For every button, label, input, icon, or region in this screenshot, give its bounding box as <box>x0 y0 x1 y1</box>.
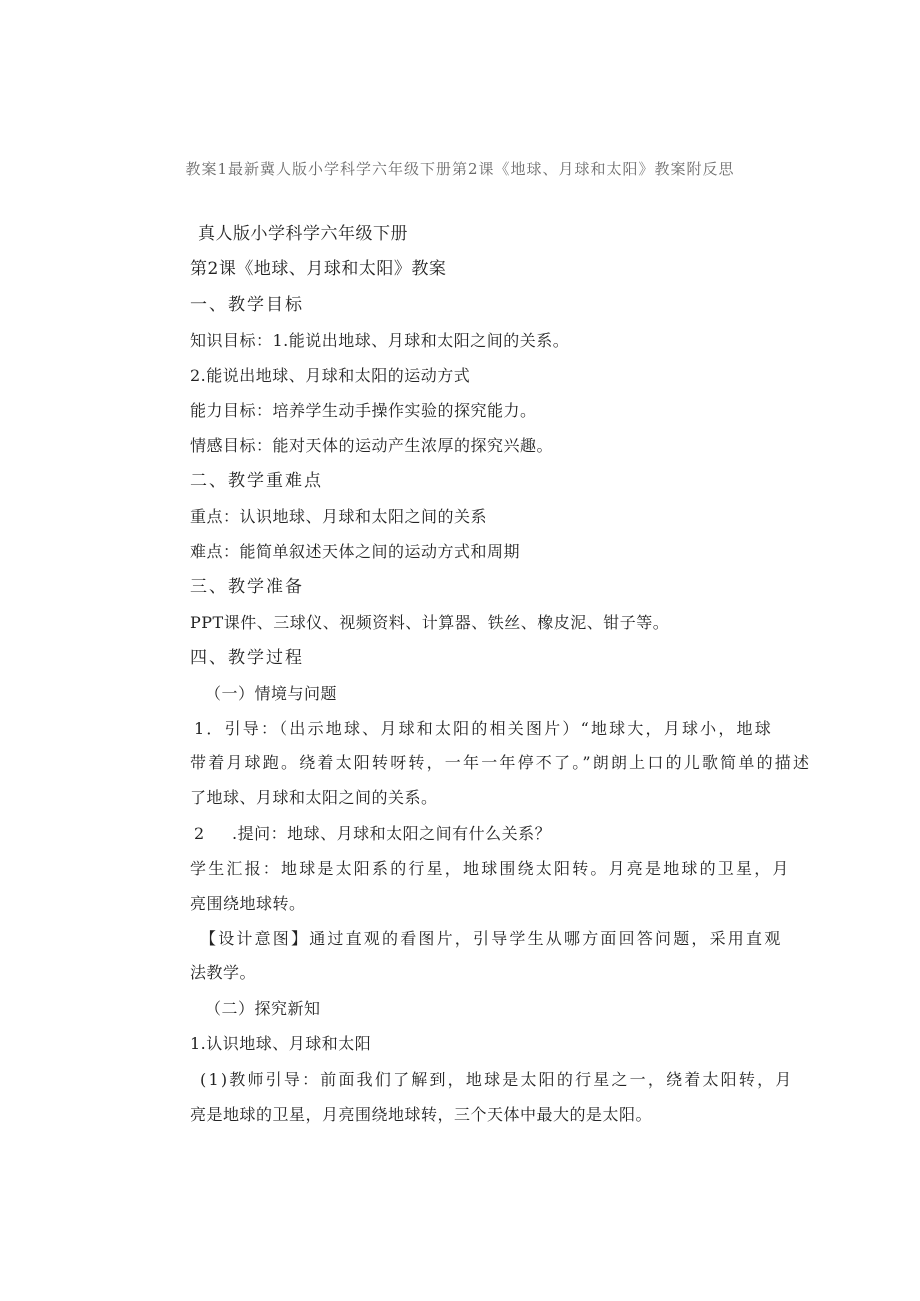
emotion-goal: 情感目标：能对天体的运动产生浓厚的探究兴趣。 <box>190 436 554 455</box>
key-point: 重点：认识地球、月球和太阳之间的关系 <box>190 507 488 526</box>
knowledge-goal-2: 2.能说出地球、月球和太阳的运动方式 <box>190 366 471 385</box>
document-title: 教案1最新冀人版小学科学六年级下册第2课《地球、月球和太阳》教案附反思 <box>185 160 735 178</box>
section-heading-objectives: 一、教学目标 <box>190 295 304 315</box>
ability-goal: 能力目标：培养学生动手操作实验的探究能力。 <box>190 401 537 420</box>
sub1-heading: 1.认识地球、月球和太阳 <box>190 1034 372 1053</box>
section-heading-key-points: 二、教学重难点 <box>190 471 323 491</box>
item1-line2: 带着月球跑。绕着太阳转呀转，一年一年停不了。”朗朗上口的儿歌简单的描述 <box>190 753 812 772</box>
document-subtitle: 真人版小学科学六年级下册 <box>198 224 408 244</box>
item1-line3: 了地球、月球和太阳之间的关系。 <box>190 788 438 807</box>
sub1-line2: 亮是地球的卫星，月亮围绕地球转，三个天体中最大的是太阳。 <box>190 1105 653 1124</box>
design-intent-line2: 法教学。 <box>190 963 257 982</box>
item2-number: 2 <box>194 824 205 843</box>
design-intent-line1: 【设计意图】通过直观的看图片，引导学生从哪方面回答问题，采用直观 <box>200 929 783 948</box>
section-heading-process: 四、教学过程 <box>190 648 304 668</box>
student-report-line1: 学生汇报：地球是太阳系的行星，地球围绕太阳转。月亮是地球的卫星，月 <box>190 859 791 878</box>
item2-text: .提问：地球、月球和太阳之间有什么关系？ <box>232 824 552 843</box>
lesson-title: 第2课《地球、月球和太阳》教案 <box>190 259 447 279</box>
part1-heading: （一）情境与问题 <box>205 684 338 703</box>
part2-heading: （二）探究新知 <box>205 999 321 1018</box>
knowledge-goal: 知识目标：1.能说出地球、月球和太阳之间的关系。 <box>190 331 570 350</box>
item1-line1: 1．引导：（出示地球、月球和太阳的相关图片）“地球大，月球小，地球 <box>194 719 773 738</box>
section-heading-preparation: 三、教学准备 <box>190 577 304 597</box>
materials-list: PPT课件、三球仪、视频资料、计算器、铁丝、橡皮泥、钳子等。 <box>190 613 670 632</box>
student-report-line2: 亮围绕地球转。 <box>190 894 306 913</box>
difficult-point: 难点：能简单叙述天体之间的运动方式和周期 <box>190 542 521 561</box>
sub1-line1: (1)教师引导：前面我们了解到，地球是太阳的行星之一，绕着太阳转，月 <box>200 1070 794 1089</box>
